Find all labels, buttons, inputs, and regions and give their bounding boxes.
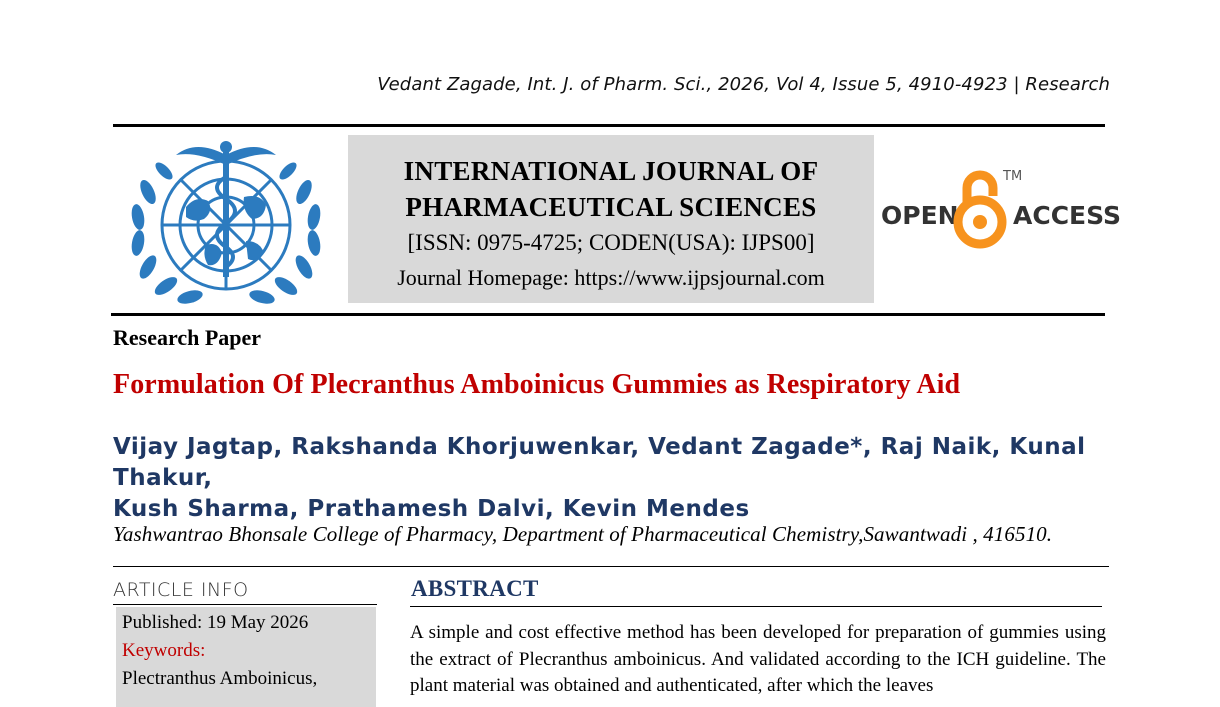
keywords-list: Plectranthus Amboinicus,: [122, 668, 318, 689]
journal-name: [348, 153, 874, 225]
authors-line2: Kush Sharma, Prathamesh Dalvi, Kevin Mendes: [113, 496, 750, 522]
published-date: Published: 19 May 2026: [122, 612, 309, 633]
un-emblem-icon: [126, 137, 326, 305]
abstract-heading: ABSTRACT: [411, 576, 539, 601]
paper-type: Research Paper: [113, 325, 262, 350]
oa-word-open: OPEN: [881, 201, 959, 230]
journal-name-line1: INTERNATIONAL JOURNAL OF: [403, 156, 819, 186]
keywords-label: Keywords:: [122, 640, 206, 661]
journal-logo: [126, 137, 326, 305]
open-access-logo: [879, 166, 1122, 252]
authors-line1: Vijay Jagtap, Rakshanda Khorjuwenkar, Vedant Zagade*, Raj Naik, Kunal Thakur,: [113, 434, 1086, 491]
paper-title: Formulation Of Plecranthus Amboinicus Gummies as Respiratory Aid: [113, 369, 961, 400]
oa-word-access: ACCESS: [1013, 201, 1122, 230]
article-info-heading: ARTICLE INFO: [113, 579, 249, 601]
journal-homepage: Journal Homepage: https://www.ijpsjournal.com: [397, 265, 825, 290]
journal-name-line2: PHARMACEUTICAL SCIENCES: [405, 192, 817, 222]
affiliation: Yashwantrao Bhonsale College of Pharmacy, Department of Pharmaceutical Chemistry,Sawantwadi , 416510.: [113, 522, 1053, 546]
citation-header: Vedant Zagade, Int. J. of Pharm. Sci., 2026, Vol 4, Issue 5, 4910-4923 | Research: [377, 74, 1110, 95]
affiliation-divider: [113, 566, 1109, 567]
abstract-divider: [410, 606, 1102, 607]
top-divider: [113, 124, 1105, 127]
journal-issn: [ISSN: 0975-4725; CODEN(USA): IJPS00]: [407, 230, 815, 255]
oa-tm: TM: [1003, 169, 1023, 184]
open-access-lock-icon: [879, 166, 1122, 252]
banner-bottom-divider: [111, 313, 1105, 316]
article-info-box: [116, 607, 376, 707]
journal-banner: [348, 135, 874, 303]
author-list: [113, 432, 1113, 525]
article-info-divider: [113, 604, 377, 605]
abstract-text: A simple and cost effective method has been developed for preparation of gummies using the extract of Plecranthus amboinicus. And validated according to the ICH guideline. The plant material was obtained and authenticated, after which the leaves: [410, 622, 1106, 696]
